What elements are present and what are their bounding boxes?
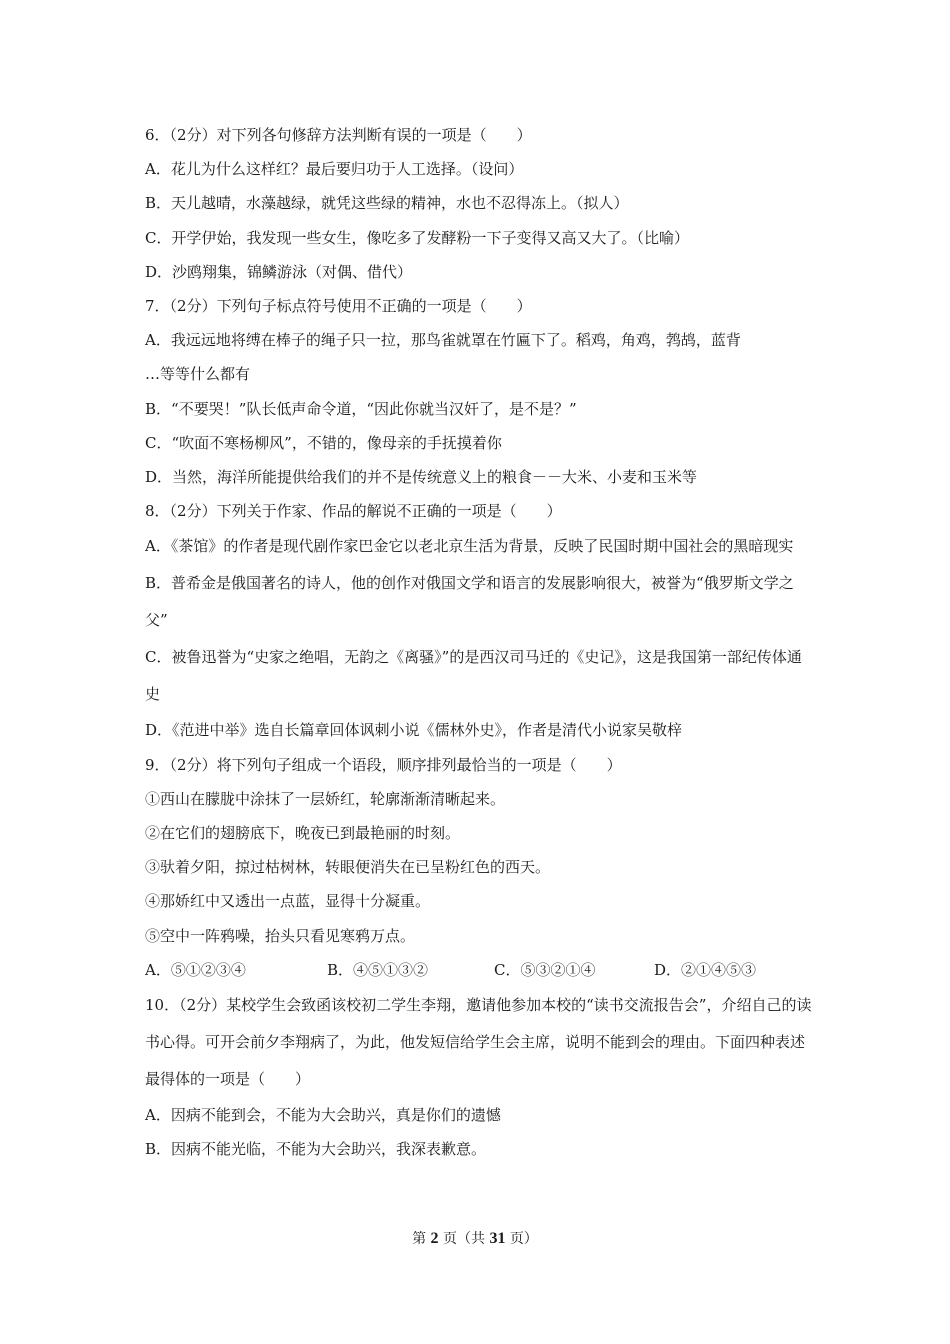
q8-option-b: B．普希金是俄国著名的诗人，他的创作对俄国文学和语言的发展影响很大，被誉为“俄罗斯文学之父”	[145, 574, 794, 630]
q9-sentence-1: ①西山在朦胧中涂抹了一层娇红，轮廓渐渐清晰起来。	[145, 789, 506, 808]
q7-stem: 7．（2分）下列句子标点符号使用不正确的一项是（ ）	[145, 297, 532, 316]
q7-option-d: D．当然，海洋所能提供给我们的并不是传统意义上的粮食－－大米、小麦和玉米等	[145, 468, 698, 487]
q9-sentence-4: ④那娇红中又透出一点蓝，显得十分凝重。	[145, 892, 431, 911]
q6-stem: 6．（2分）对下列各句修辞方法判断有误的一项是（ ）	[145, 126, 532, 144]
page-footer	[0, 1226, 950, 1252]
q8-option-a: A．《茶馆》的作者是现代剧作家巴金它以老北京生活为背景，反映了民国时期中国社会的黑暗现实	[145, 537, 794, 556]
q7-option-a-line1: A．我远远地将缚在棒子的绳子只一拉，那鸟雀就罩在竹匾下了。稻鸡，角鸡，鹁鸪，蓝背	[145, 331, 741, 350]
footer-page-number: 2	[430, 1230, 439, 1247]
q10-stem: 10．（2分）某校学生会致函该校初二学生李翔，邀请他参加本校的“读书交流报告会”，介绍自己的读书心得。可开会前夕李翔病了，为此，他发短信给学生会主席，说明不能到会的理由。下面四种表述最得体的一项是（ ）	[145, 996, 812, 1089]
footer-suffix: 页）	[509, 1231, 538, 1247]
q9-option-a: A．⑤①②③④	[145, 960, 246, 979]
q8-option-c: C．被鲁迅誉为“史家之绝唱，无韵之《离骚》”的是西汉司马迁的《史记》，这是我国第一部纪传体通史	[145, 648, 802, 704]
q6-option-b: B．天儿越晴，水藻越绿，就凭这些绿的精神，水也不忍得冻上。（拟人）	[145, 194, 629, 213]
q9-options	[145, 953, 815, 987]
q6-option-d: D．沙鸥翔集，锦鳞游泳（对偶、借代）	[145, 262, 413, 281]
q9-option-c: C．⑤③②①④	[494, 960, 596, 979]
q8-stem: 8．（2分）下列关于作家、作品的解说不正确的一项是（ ）	[145, 502, 562, 521]
q7-option-c: C．“吹面不寒杨柳风”，不错的，像母亲的手抚摸着你	[145, 433, 502, 452]
question-list	[145, 118, 815, 1166]
q7-option-a-line2: …等等什么都有	[145, 365, 251, 384]
q9-option-d: D．②①④⑤③	[654, 960, 757, 979]
q10-option-b: B．因病不能光临，不能为大会助兴，我深表歉意。	[145, 1140, 487, 1159]
q9-sentence-2: ②在它们的翅膀底下，晚夜已到最艳丽的时刻。	[145, 824, 461, 843]
q6-option-c: C．开学伊始，我发现一些女生，像吃多了发酵粉一下子变得又高又大了。（比喻）	[145, 228, 689, 247]
q10-option-a: A．因病不能到会，不能为大会助兴，真是你们的遗憾	[145, 1106, 501, 1125]
q6-option-a: A．花儿为什么这样红？最后要归功于人工选择。（设问）	[145, 160, 524, 179]
q8-option-d: D．《范进中举》选自长篇章回体讽刺小说《儒林外史》，作者是清代小说家吴敬梓	[145, 721, 683, 740]
q9-option-b: B．④⑤①③②	[327, 960, 429, 979]
footer-mid: 页（共	[443, 1231, 485, 1247]
q9-stem: 9．（2分）将下列句子组成一个语段，顺序排列最恰当的一项是（ ）	[145, 755, 622, 774]
q7-option-b: B．“不要哭！”队长低声命令道，“因此你就当汉奸了，是不是？”	[145, 399, 577, 418]
footer-total-pages: 31	[489, 1230, 506, 1247]
q9-sentence-3: ③驮着夕阳，掠过枯树林，转眼便消失在已呈粉红色的西天。	[145, 858, 551, 877]
q9-sentence-5: ⑤空中一阵鸦噪，抬头只看见寒鸦万点。	[145, 926, 416, 945]
footer-prefix: 第	[412, 1231, 427, 1247]
